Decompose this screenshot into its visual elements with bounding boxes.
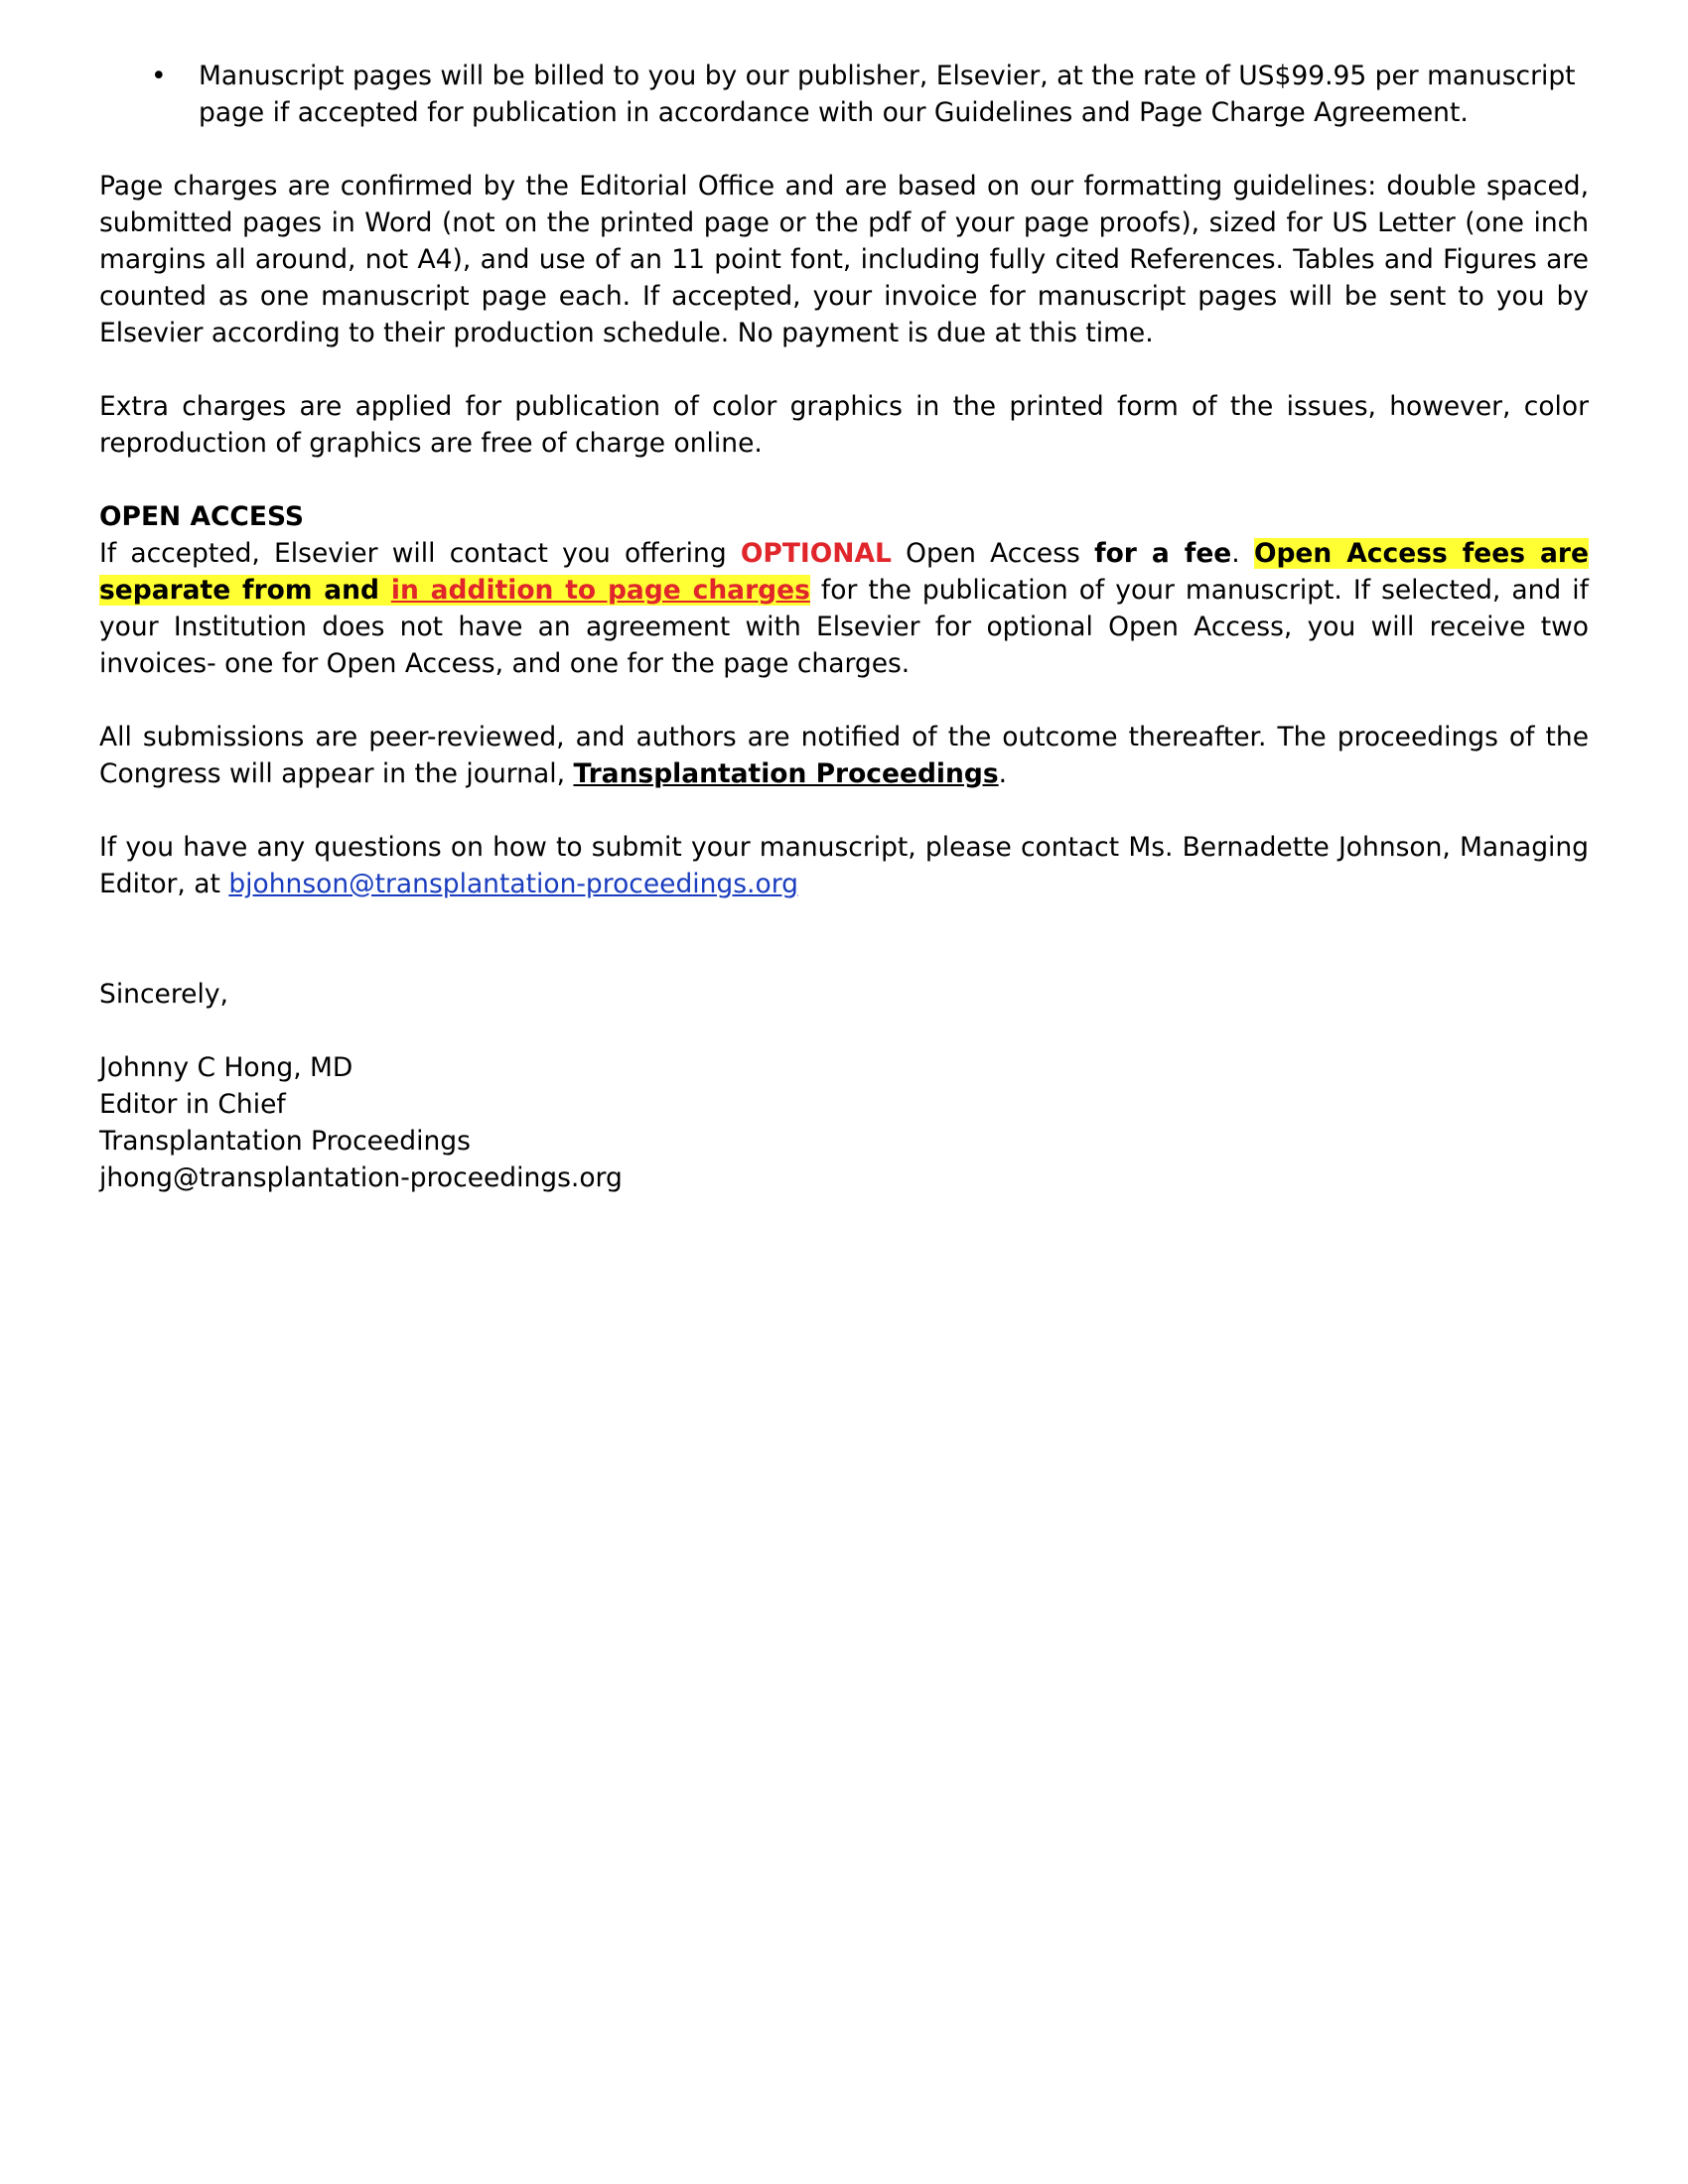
highlight-addition-page-charges: in addition to page charges bbox=[390, 575, 810, 606]
open-access-heading: OPEN ACCESS bbox=[99, 501, 304, 532]
closing: Sincerely, bbox=[99, 979, 228, 1010]
bullet-icon: • bbox=[151, 61, 167, 91]
review-text: All submissions are peer-reviewed, and authors are notified of the outcome thereafter. The proceedings of the Congress will appear in the journal, bbox=[99, 722, 1589, 789]
page-charges-paragraph: Page charges are confirmed by the Editorial Office and are based on our formatting guidelines: double spaced, submitted pages in Word (not on the printed page or the pdf of your page proofs), sized for US Letter (one inch margins all around, not A4), and use of an 11 point font, including fully cited References. Tables and Figures are counted as one manuscript page each. If accepted, your invoice for manuscript pages will be sent to you by Elsevier according to their production schedule. No payment is due at this time. bbox=[99, 171, 1589, 348]
journal-name: Transplantation Proceedings bbox=[573, 758, 999, 789]
signer-email: jhong@transplantation-proceedings.org bbox=[99, 1162, 623, 1193]
bullet-text: Manuscript pages will be billed to you by our publisher, Elsevier, at the rate of US$99.95 per manuscript page if accepted for publication in accordance with our Guidelines and Page Charge Agreement. bbox=[199, 61, 1576, 128]
signer-title: Editor in Chief bbox=[99, 1089, 286, 1120]
optional-label: OPTIONAL bbox=[740, 538, 892, 569]
open-access-text-2: Open Access bbox=[891, 538, 1095, 569]
contact-text: If you have any questions on how to submit your manuscript, please contact Ms. Bernadette Johnson, Managing Editor, at bbox=[99, 832, 1589, 899]
highlight-fees-separate: Open Access fees are separate from and bbox=[99, 538, 1589, 606]
open-access-text-1: If accepted, Elsevier will contact you offering bbox=[99, 538, 741, 569]
open-access-text-4: for the publication of your manuscript. If selected, and if your Institution does not have an agreement with Elsevier for optional Open Access, you will receive two invoices- one for Open Access, and one for the page charges. bbox=[99, 575, 1589, 679]
signer-name: Johnny C Hong, MD bbox=[99, 1052, 353, 1083]
bullet-item bbox=[99, 58, 1589, 131]
open-access-text-3: . bbox=[1231, 538, 1254, 569]
for-fee-label: for a fee bbox=[1094, 538, 1232, 569]
review-paragraph bbox=[99, 719, 1589, 792]
managing-editor-email-link[interactable]: bjohnson@transplantation-proceedings.org bbox=[228, 869, 798, 899]
open-access-paragraph bbox=[99, 535, 1589, 682]
contact-paragraph bbox=[99, 829, 1589, 902]
letter-page bbox=[99, 58, 1589, 1196]
review-end: . bbox=[998, 758, 1008, 789]
spacer bbox=[99, 939, 1589, 976]
spacer bbox=[99, 1013, 1589, 1049]
extra-charges-paragraph: Extra charges are applied for publication of color graphics in the printed form of the issues, however, color reproduction of graphics are free of charge online. bbox=[99, 391, 1589, 459]
signer-journal: Transplantation Proceedings bbox=[99, 1126, 471, 1157]
bullet-list bbox=[99, 58, 1589, 131]
